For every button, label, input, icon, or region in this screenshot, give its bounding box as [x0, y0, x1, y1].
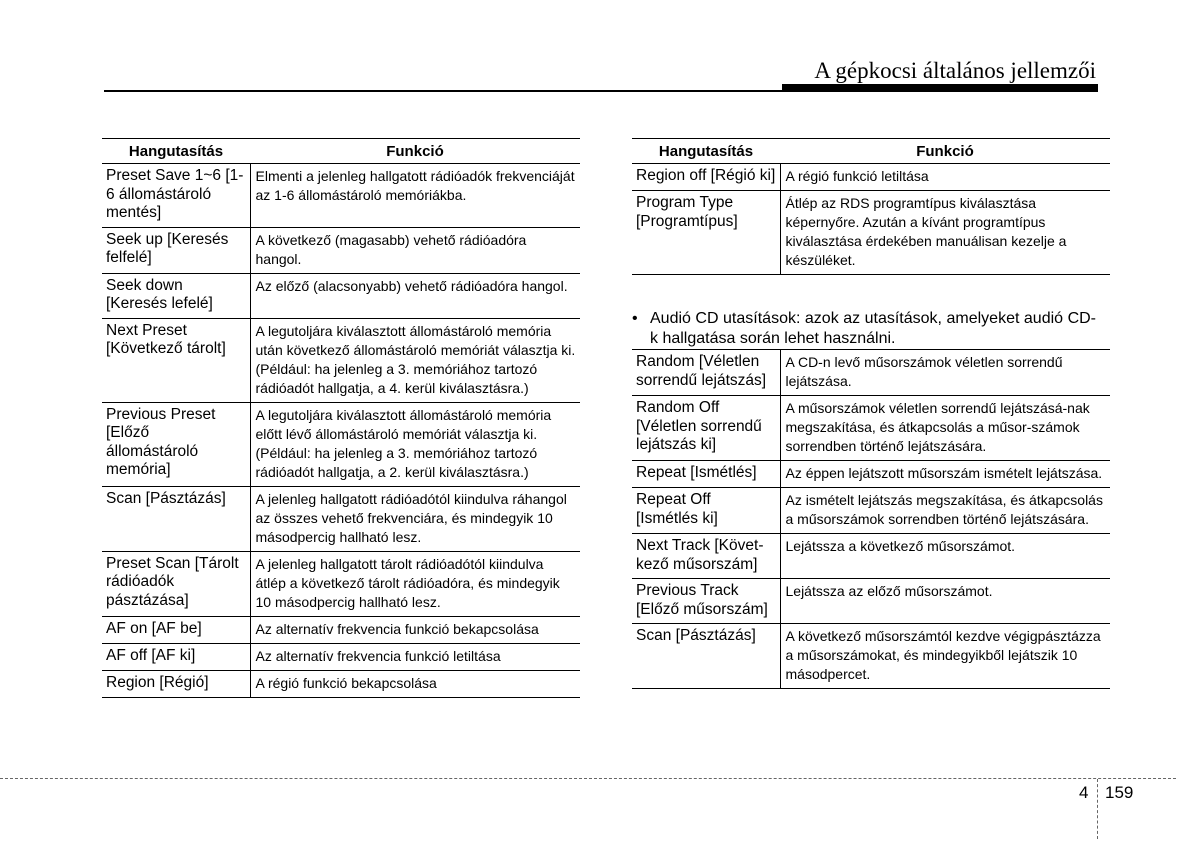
- page-number: 159: [1105, 783, 1134, 802]
- note-text: Audió CD utasítások: azok az utasítások, amelyeket audió CD-k hallgatása során lehet használni.: [650, 310, 1096, 347]
- header-rule-thick: [782, 84, 1098, 92]
- table-row: [102, 273, 580, 318]
- column-header-command: Hangutasítás: [102, 139, 250, 164]
- table-row: [632, 461, 1110, 488]
- footer-dashed-rule: [0, 778, 1176, 779]
- audio-cd-note: [632, 309, 1096, 349]
- command-function: A jelenleg hallgatott rádióadótól kiindulva ráhangol az összes vehető frekvenciára, és mindegyik 10 másodpercig hallható lesz.: [250, 486, 580, 551]
- command-name: Preset Save 1~6 [1-6 állomástároló mentés]: [102, 164, 250, 228]
- command-function: Lejátssza az előző műsorszámot.: [780, 579, 1110, 624]
- table-row: [102, 643, 580, 670]
- command-name: Seek up [Keresés felfelé]: [102, 227, 250, 273]
- command-name: Scan [Pásztázás]: [102, 486, 250, 551]
- command-name: Previous Preset [Előző állomástároló memória]: [102, 402, 250, 486]
- cd-commands-table: [632, 349, 1110, 689]
- command-name: Previous Track [Előző műsorszám]: [632, 579, 780, 624]
- radio-commands-table-continued: [632, 138, 1110, 275]
- table-row: [102, 318, 580, 402]
- table-row: [632, 488, 1110, 534]
- command-name: Region [Régió]: [102, 670, 250, 697]
- table-row: [632, 350, 1110, 396]
- radio-commands-table: [102, 138, 580, 698]
- table-row: [632, 534, 1110, 579]
- table-row: [632, 624, 1110, 689]
- bullet-marker: •: [632, 310, 638, 327]
- command-name: AF on [AF be]: [102, 616, 250, 643]
- table-row: [102, 164, 580, 228]
- page-header-title: A gépkocsi általános jellemzői: [814, 58, 1096, 83]
- chapter-number: 4: [1079, 783, 1089, 802]
- command-name: Next Preset [Következő tárolt]: [102, 318, 250, 402]
- command-function: A jelenleg hallgatott tárolt rádióadótól kiindulva átlép a következő tárolt rádióadóra, és mindegyik 10 másodpercig hallható lesz.: [250, 551, 580, 616]
- command-name: Next Track [Követ-kező műsorszám]: [632, 534, 780, 579]
- command-function: A következő (magasabb) vehető rádióadóra hangol.: [250, 227, 580, 273]
- command-function: Az alternatív frekvencia funkció letiltása: [250, 643, 580, 670]
- table-row: [632, 579, 1110, 624]
- command-function: Lejátssza a következő műsorszámot.: [780, 534, 1110, 579]
- table-row: [102, 616, 580, 643]
- command-function: Átlép az RDS programtípus kiválasztása képernyőre. Azután a kívánt programtípus kiválasztása érdekében manuálisan kezelje a készüléket.: [780, 191, 1110, 275]
- column-header-command: Hangutasítás: [632, 139, 780, 164]
- command-name: Repeat [Ismétlés]: [632, 461, 780, 488]
- command-function: A legutoljára kiválasztott állomástároló memória előtt lévő állomástároló memóriát választja ki. (Például: ha jelenleg a 3. memóriához tartozó rádióadót hallgatja, a 2. kerül kiválasztásra.): [250, 402, 580, 486]
- command-function: Az éppen lejátszott műsorszám ismételt lejátszása.: [780, 461, 1110, 488]
- command-function: A következő műsorszámtól kezdve végigpásztázza a műsorszámokat, és mindegyikből lejátszik 10 másodpercet.: [780, 624, 1110, 689]
- footer-vertical-rule: [1097, 779, 1098, 839]
- column-header-function: Funkció: [250, 139, 580, 164]
- column-header-function: Funkció: [780, 139, 1110, 164]
- table-row: [632, 396, 1110, 461]
- table-row: [102, 551, 580, 616]
- command-name: Random [Véletlen sorrendű lejátszás]: [632, 350, 780, 396]
- command-function: Elmenti a jelenleg hallgatott rádióadók frekvenciáját az 1-6 állomástároló memóriákba.: [255, 168, 575, 203]
- command-function: A legutoljára kiválasztott állomástároló memória után következő állomástároló memóriát választja ki. (Például: ha jelenleg a 3. memóriához tartozó rádióadót hallgatja, a 4. kerül kiválasztásra.): [250, 318, 580, 402]
- command-function: Az ismételt lejátszás megszakítása, és átkapcsolás a műsorszámok sorrendben történő lejátszására.: [780, 488, 1110, 534]
- command-function: A régió funkció letiltása: [785, 168, 929, 184]
- table-header-row: [102, 139, 580, 164]
- command-name: AF off [AF ki]: [102, 643, 250, 670]
- table-row: [102, 227, 580, 273]
- table-row: [102, 670, 580, 697]
- command-name: Repeat Off [Ismétlés ki]: [632, 488, 780, 534]
- table-header-row: [632, 139, 1110, 164]
- table-row: [102, 402, 580, 486]
- command-function: Az előző (alacsonyabb) vehető rádióadóra hangol.: [250, 273, 580, 318]
- command-name: Region off [Régió ki]: [632, 164, 780, 191]
- command-name: Random Off [Véletlen sorrendű lejátszás ki]: [632, 396, 780, 461]
- table-row: [102, 486, 580, 551]
- command-function: Az alternatív frekvencia funkció bekapcsolása: [250, 616, 580, 643]
- table-row: [632, 164, 1110, 191]
- command-name: Program Type [Programtípus]: [632, 191, 780, 275]
- command-name: Preset Scan [Tárolt rádióadók pásztázása]: [102, 551, 250, 616]
- command-function: A műsorszámok véletlen sorrendű lejátszásá-nak megszakítása, és átkapcsolás a műsor-számok sorrendben történő lejátszására.: [780, 396, 1110, 461]
- command-name: Scan [Pásztázás]: [632, 624, 780, 689]
- command-function: A régió funkció bekapcsolása: [250, 670, 580, 697]
- command-function: A CD-n levő műsorszámok véletlen sorrendű lejátszása.: [785, 354, 1063, 389]
- command-name: Seek down [Keresés lefelé]: [102, 273, 250, 318]
- table-row: [632, 191, 1110, 275]
